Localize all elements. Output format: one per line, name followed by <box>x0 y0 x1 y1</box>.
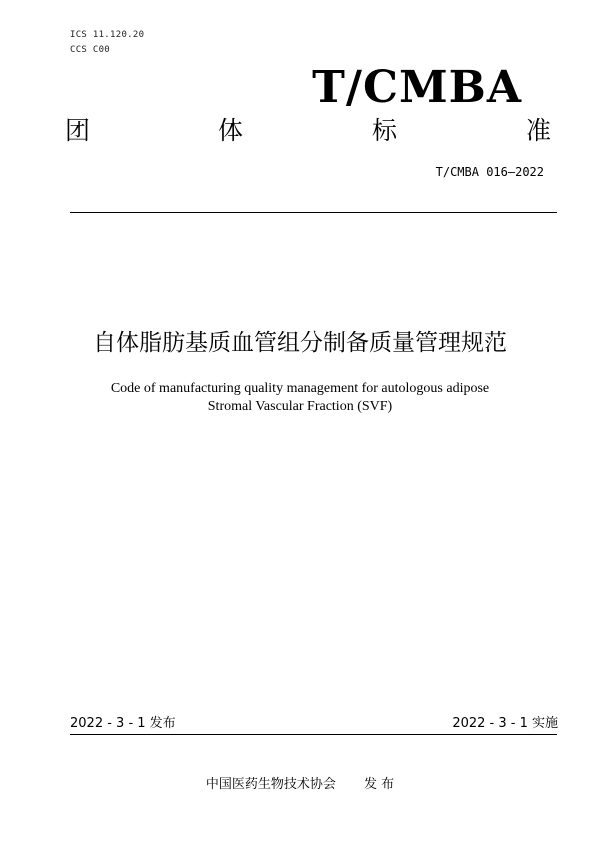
publisher-action: 发 布 <box>363 777 395 792</box>
implement-date: 2022 - 3 - 1 实施 <box>452 716 558 731</box>
standard-type-char: 体 <box>218 116 244 145</box>
footer-divider <box>70 734 557 735</box>
standard-type-char: 标 <box>372 116 398 145</box>
ics-code: ICS 11.120.20 <box>70 30 145 40</box>
header-divider <box>70 212 557 213</box>
standard-type-char: 团 <box>65 116 91 145</box>
document-title-english-line2: Stromal Vascular Fraction (SVF) <box>207 399 393 414</box>
publisher-block <box>0 776 600 794</box>
standard-logo: T/CMBA <box>312 62 522 113</box>
ccs-code: CCS C00 <box>70 45 111 55</box>
standard-type-char: 准 <box>526 116 552 145</box>
publisher-name: 中国医药生物技术协会 <box>205 777 336 792</box>
standard-number: T/CMBA 016—2022 <box>435 165 544 179</box>
document-title-chinese: 自体脂肪基质血管组分制备质量管理规范 <box>93 330 507 356</box>
publish-date: 2022 - 3 - 1 发布 <box>70 716 176 731</box>
document-title-english-line1: Code of manufacturing quality management for autologous adipose <box>110 381 490 396</box>
